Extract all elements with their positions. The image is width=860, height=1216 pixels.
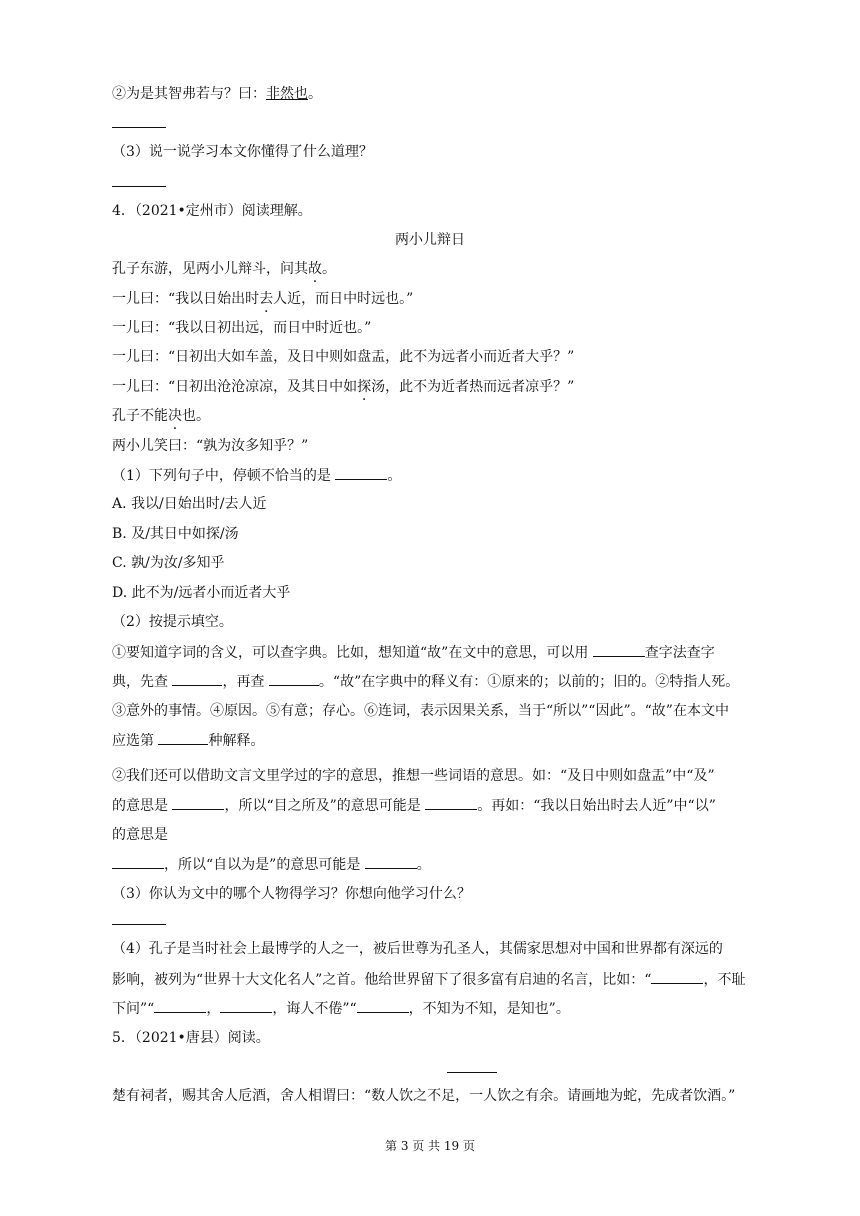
dotted-char: 故 <box>308 261 322 277</box>
sub-question-2-line: ③意外的事情。④原因。⑤有意；存心。⑥连词，表示因果关系，当于“所以”“因此”。“故”在本文中 <box>112 703 729 719</box>
sub-question-1 <box>112 465 401 486</box>
q4-header: 4．（2021•定州市）阅读理解。 <box>112 203 312 219</box>
passage-text: 也。 <box>182 408 210 424</box>
answer-blank[interactable] <box>425 795 477 810</box>
answer-blank[interactable] <box>154 998 206 1013</box>
option-a[interactable]: A. 我以/日始出时/去人近 <box>112 496 267 512</box>
answer-blank[interactable] <box>357 998 409 1013</box>
passage-text: 孔子不能 <box>112 408 168 424</box>
passage-text: 一儿曰：“日初出沧沧凉凉，及其日中如 <box>112 379 358 395</box>
question-text: 。 <box>416 857 431 873</box>
answer-blank[interactable] <box>220 998 272 1013</box>
question-text: ， <box>206 1001 221 1017</box>
sub-question-2-line: ②我们还可以借助文言文里学过的字的意思，推想一些词语的意思。如：“及日中则如盘盂”中“及” <box>112 768 715 784</box>
answer-blank[interactable] <box>112 186 166 187</box>
q-prev-text: ②为是其智弗若与？曰： <box>112 86 266 102</box>
passage-line <box>112 406 210 426</box>
passage-line <box>112 259 336 279</box>
question-text: 应选第 <box>112 733 154 749</box>
question-text: ，再查 <box>222 674 265 690</box>
sub-question-4-line <box>112 969 745 990</box>
answer-blank[interactable] <box>112 854 164 869</box>
passage-line <box>112 377 574 397</box>
answer-blank[interactable] <box>651 969 703 984</box>
passage-line: 一儿曰：“我以日初出远，而日中时近也。” <box>112 320 372 336</box>
page-footer: 第 3 页 共 19 页 <box>385 1139 475 1153</box>
q5-passage-line: 楚有祠者，赐其舍人卮酒，舍人相谓曰：“数人饮之不足，一人饮之有余。请画地为蛇，先成者饮酒。” <box>112 1088 736 1104</box>
question-text: 种解释。 <box>208 733 265 749</box>
sub-question-2-line <box>112 671 739 692</box>
option-d[interactable]: D. 此不为/远者小而近者大乎 <box>112 585 291 601</box>
sub-question-4: （4）孔子是当时社会上最博学的人之一，被后世尊为孔圣人，其儒家思想对中国和世界都有深远的 <box>112 941 723 957</box>
passage-line <box>112 289 413 309</box>
answer-blank[interactable] <box>365 854 417 869</box>
answer-blank[interactable] <box>158 730 208 745</box>
sub-question-2: （2）按提示填空。 <box>112 614 233 630</box>
answer-blank[interactable] <box>172 795 224 810</box>
question-text: ，不知为不知，是知也”。 <box>408 1001 570 1017</box>
passage-title: 两小儿辩日 <box>395 232 465 248</box>
passage-text: 。 <box>322 261 336 277</box>
sub-question-2-line <box>112 730 264 751</box>
answer-blank[interactable] <box>112 924 166 925</box>
question-text: 。 <box>387 468 402 484</box>
dotted-char: 决 <box>168 408 182 424</box>
sub-question-2-line <box>112 642 715 663</box>
question-text: 下问”“ <box>112 1001 155 1017</box>
q-prev-line <box>112 84 322 104</box>
sub-question-2-line: 的意思是 <box>112 827 168 843</box>
sub-question-3: （3）你认为文中的哪个人物得学习？你想向他学习什么？ <box>112 886 471 902</box>
question-text: ，不耻 <box>703 972 746 988</box>
passage-line: 两小儿笑曰：“孰为汝多知乎？” <box>112 438 309 454</box>
q5-header: 5．（2021•唐县）阅读。 <box>112 1030 270 1046</box>
dotted-char: 去 <box>259 291 274 307</box>
sub-question-2-line <box>112 795 716 816</box>
question-text: ，所以“目之所及”的意思可能是 <box>224 798 421 814</box>
answer-blank[interactable] <box>335 465 387 480</box>
option-c[interactable]: C. 孰/为汝/多知乎 <box>112 555 225 571</box>
question-text: ①要知道字词的含义，可以查字典。比如，想知道“故”在文中的意思，可以用 <box>112 645 589 661</box>
dotted-char: 探 <box>357 379 372 395</box>
passage-text: 人近，而日中时远也。” <box>273 291 414 307</box>
passage-text: 汤，此不为近者热而远者凉乎？” <box>371 379 575 395</box>
option-b[interactable]: B. 及/其日中如探/汤 <box>112 526 239 542</box>
answer-blank[interactable] <box>172 671 222 686</box>
passage-text: 一儿曰：“我以日始出时 <box>112 291 260 307</box>
question-text: ，诲人不倦”“ <box>272 1001 357 1017</box>
passage-line: 一儿曰：“日初出大如车盖，及日中则如盘盂，此不为远者小而近者大乎？” <box>112 349 575 365</box>
question-text: 。再如：“我以日始出时去人近”中“以” <box>477 798 716 814</box>
question-text: （1）下列句子中，停顿不恰当的是 <box>112 468 331 484</box>
answer-blank[interactable] <box>269 671 319 686</box>
title-blank[interactable] <box>447 1072 497 1073</box>
question-text: 影响，被列为“世界十大文化名人”之首。他给世界留下了很多富有启迪的名言，比如：“ <box>112 972 652 988</box>
question-text: ，所以“自以为是”的意思可能是 <box>164 857 361 873</box>
sub-question-2-line <box>112 854 431 875</box>
q-prev-end: 。 <box>308 86 322 102</box>
answer-blank[interactable] <box>112 127 166 128</box>
question-text: 典，先查 <box>112 674 168 690</box>
passage-text: 孔子东游，见两小儿辩斗，问其 <box>112 261 308 277</box>
question-text: 。“故”在字典中的释义有：①原来的；以前的；旧的。②特指人死。 <box>318 674 740 690</box>
sub-question-4-line <box>112 998 570 1019</box>
answer-blank[interactable] <box>593 642 645 657</box>
underlined-answer: 非然也 <box>266 86 308 102</box>
question-text: 的意思是 <box>112 798 168 814</box>
q-prev-sub3: （3）说一说学习本文你懂得了什么道理？ <box>112 144 373 160</box>
question-text: 查字法查字 <box>644 645 715 661</box>
